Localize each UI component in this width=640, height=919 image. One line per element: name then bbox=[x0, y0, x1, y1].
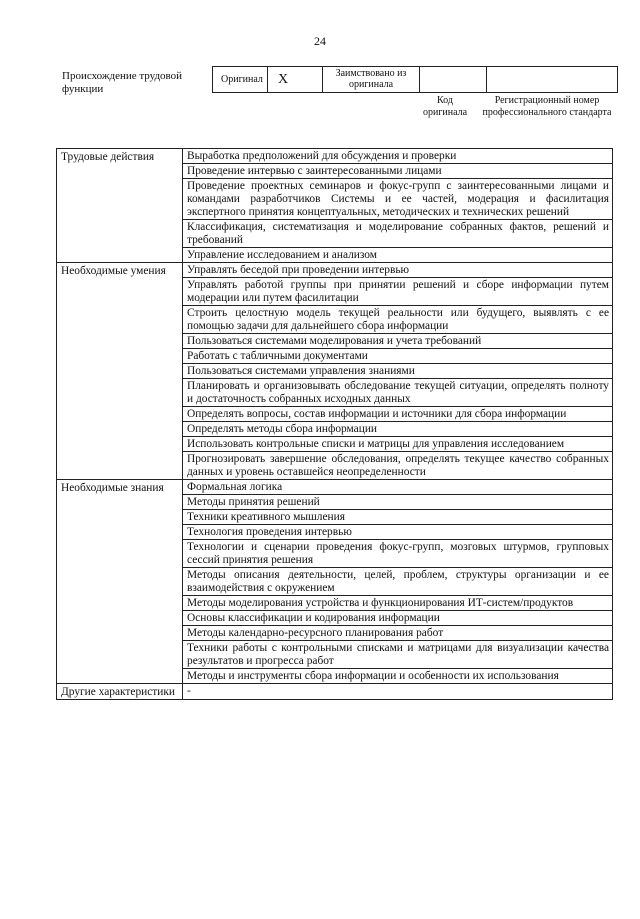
function-details-table bbox=[56, 148, 613, 700]
group-title: Другие характеристики bbox=[61, 686, 176, 698]
group-item: Строить целостную модель текущей реальности или будущего, выявлять с ее помощью задачи для дальнейшего сбора информации bbox=[183, 306, 613, 334]
origin-table bbox=[212, 66, 618, 93]
group-item: - bbox=[183, 684, 613, 700]
group-item: Формальная логика bbox=[183, 480, 613, 495]
function-details-body bbox=[57, 149, 613, 700]
group-item: Работать с табличными документами bbox=[183, 349, 613, 364]
table-row bbox=[57, 149, 613, 164]
group-item: Управлять беседой при проведении интервью bbox=[183, 263, 613, 278]
table-row bbox=[57, 480, 613, 495]
group-item: Управлять работой группы при принятии решений и сборе информации путем модерации или путем фасилитации bbox=[183, 278, 613, 306]
borrowed-cell: Заимствовано из оригинала bbox=[323, 67, 420, 92]
group-item: Использовать контрольные списки и матрицы для управления исследованием bbox=[183, 437, 613, 452]
group-item: Методы моделирования устройства и функционирования ИТ-систем/продуктов bbox=[183, 596, 613, 611]
group-title: Необходимые умения bbox=[61, 265, 166, 277]
group-header bbox=[57, 480, 183, 684]
group-item: Технология проведения интервью bbox=[183, 525, 613, 540]
group-item: Определять методы сбора информации bbox=[183, 422, 613, 437]
reg-caption: Регистрационный номер профессионального стандарта bbox=[482, 95, 612, 118]
group-item: Проведение интервью с заинтересованными лицами bbox=[183, 164, 613, 179]
page-number: 24 bbox=[314, 34, 326, 48]
group-item: Методы календарно-ресурсного планирования работ bbox=[183, 626, 613, 641]
origin-label: Происхождение трудовой функции bbox=[62, 70, 183, 95]
group-item: Технологии и сценарии проведения фокус-групп, мозговых штурмов, групповых сессий принятия решения bbox=[183, 540, 613, 568]
group-item: Методы и инструменты сбора информации и особенности их использования bbox=[183, 669, 613, 684]
group-item: Проведение проектных семинаров и фокус-групп с заинтересованными лицами и командами разработчиков Системы и ее частей, модерация и фасилитация экспертного принятия концептуальных, методических и технических решений bbox=[183, 179, 613, 220]
group-item: Основы классификации и кодирования информации bbox=[183, 611, 613, 626]
table-row bbox=[57, 263, 613, 278]
group-item: Методы принятия решений bbox=[183, 495, 613, 510]
group-item: Классификация, систематизация и моделирование собранных фактов, решений и требований bbox=[183, 220, 613, 248]
original-mark: X bbox=[268, 67, 323, 92]
group-item: Определять вопросы, состав информации и источники для сбора информации bbox=[183, 407, 613, 422]
group-item: Методы описания деятельности, целей, проблем, структуры организации и ее взаимодействия с окружением bbox=[183, 568, 613, 596]
group-item: Выработка предположений для обсуждения и проверки bbox=[183, 149, 613, 164]
code-cell bbox=[420, 67, 487, 92]
reg-number-cell bbox=[487, 67, 617, 92]
original-cell: Оригинал bbox=[213, 67, 268, 92]
group-item: Планировать и организовывать обследование текущей ситуации, определять полноту и достаточность собранных исходных данных bbox=[183, 379, 613, 407]
group-header bbox=[57, 684, 183, 700]
group-item: Пользоваться системами управления знаниями bbox=[183, 364, 613, 379]
group-item: Пользоваться системами моделирования и учета требований bbox=[183, 334, 613, 349]
group-item: Управление исследованием и анализом bbox=[183, 248, 613, 263]
group-header bbox=[57, 263, 183, 480]
table-row bbox=[57, 684, 613, 700]
group-item: Прогнозировать завершение обследования, определять текущее качество собранных данных и уровень оставшейся неопределенности bbox=[183, 452, 613, 480]
group-item: Техники работы с контрольными списками и матрицами для визуализации качества результатов и прогресса работ bbox=[183, 641, 613, 669]
code-caption: Код оригинала bbox=[422, 95, 468, 118]
group-title: Трудовые действия bbox=[61, 151, 155, 163]
group-title: Необходимые знания bbox=[61, 482, 164, 494]
group-item: Техники креативного мышления bbox=[183, 510, 613, 525]
group-header bbox=[57, 149, 183, 263]
